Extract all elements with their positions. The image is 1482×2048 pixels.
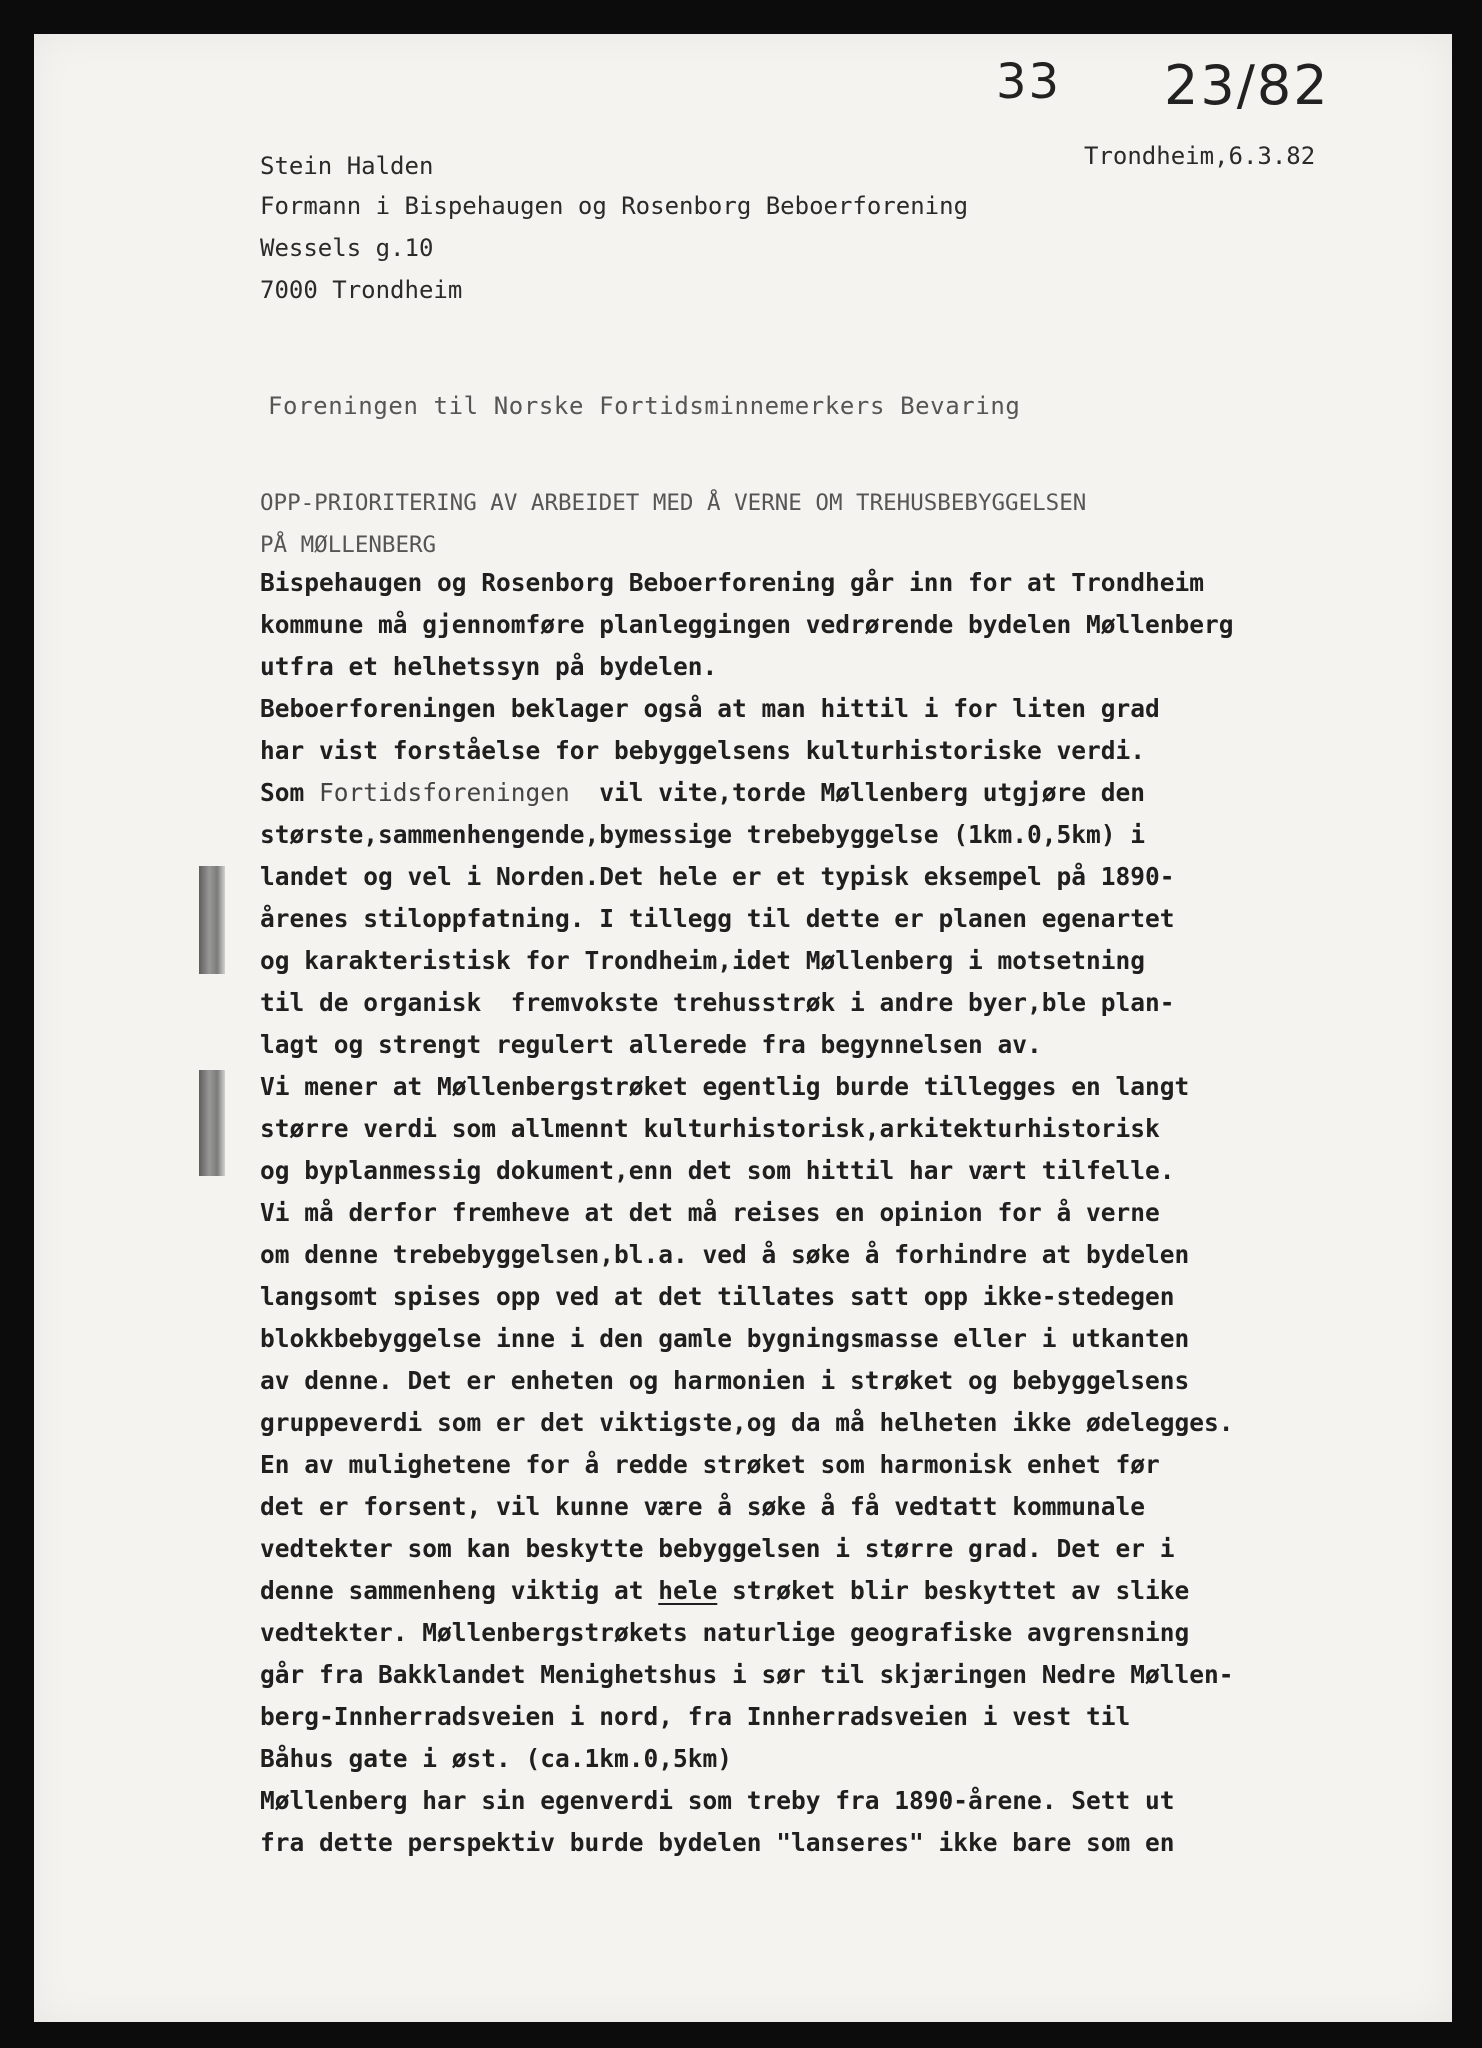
body-line: lagt og strengt regulert allerede fra begynnelsen av. — [260, 1030, 1042, 1059]
body-line: utfra et helhetssyn på bydelen. — [260, 652, 718, 681]
body-text: vil vite,torde Møllenberg utgjøre den — [569, 778, 1146, 807]
body-line: Vi må derfor fremheve at det må reises en opinion for å verne — [260, 1198, 1160, 1227]
body-text: denne sammenheng viktig at — [260, 1576, 659, 1605]
body-line: kommune må gjennomføre planleggingen vedrørende bydelen Møllenberg — [260, 610, 1234, 639]
body-line: Bispehaugen og Rosenborg Beboerforening går inn for at Trondheim — [260, 568, 1205, 597]
body-line: vedtekter som kan beskytte bebyggelsen i større grad. Det er i — [260, 1534, 1175, 1563]
body-line: og byplanmessig dokument,enn det som hittil har vært tilfelle. — [260, 1156, 1175, 1185]
body-line: vedtekter. Møllenbergstrøkets naturlige geografiske avgrensning — [260, 1618, 1190, 1647]
sender-title: Formann i Bispehaugen og Rosenborg Beboerforening — [260, 192, 969, 220]
body-text: strøket blir beskyttet av slike — [717, 1576, 1190, 1605]
recipient: Foreningen til Norske Fortidsminnemerkers Bevaring — [268, 392, 1021, 420]
body-line: til de organisk fremvokste trehusstrøk i andre byer,ble plan- — [260, 988, 1175, 1017]
body-line: årenes stiloppfatning. I tillegg til dette er planen egenartet — [260, 904, 1175, 933]
body-line: Vi mener at Møllenbergstrøket egentlig burde tillegges en langt — [260, 1072, 1190, 1101]
body-line: går fra Bakklandet Menighetshus i sør til skjæringen Nedre Møllen- — [260, 1660, 1234, 1689]
sender-city: 7000 Trondheim — [260, 276, 463, 304]
body-line: største,sammenhengende,bymessige trebebyggelse (1km.0,5km) i — [260, 820, 1146, 849]
body-line: landet og vel i Norden.Det hele er et typisk eksempel på 1890- — [260, 862, 1175, 891]
place-date: Trondheim,6.3.82 — [1084, 142, 1316, 170]
body-line: har vist forståelse for bebyggelsens kulturhistoriske verdi. — [260, 736, 1146, 765]
body-line: langsomt spises opp ved at det tillates satt opp ikke-stedegen — [260, 1282, 1175, 1311]
subject-line-2: PÅ MØLLENBERG — [260, 532, 437, 558]
body-line: og karakteristisk for Trondheim,idet Møllenberg i motsetning — [260, 946, 1146, 975]
body-line: fra dette perspektiv burde bydelen "lanseres" ikke bare som en — [260, 1828, 1175, 1857]
body-line: blokkbebyggelse inne i den gamle bygningsmasse eller i utkanten — [260, 1324, 1190, 1353]
body-line: En av mulighetene for å redde strøket som harmonisk enhet før — [260, 1450, 1160, 1479]
sender-name: Stein Halden — [260, 152, 434, 180]
sender-street: Wessels g.10 — [260, 234, 434, 262]
body-line: større verdi som allmennt kulturhistorisk,arkitekturhistorisk — [260, 1114, 1160, 1143]
body-line — [260, 778, 1145, 807]
letter-page — [34, 34, 1452, 2022]
body-line: Beboerforeningen beklager også at man hittil i for liten grad — [260, 694, 1160, 723]
margin-ink-mark — [199, 866, 225, 974]
handwritten-reference: 23/82 — [1164, 54, 1330, 117]
body-text: Som — [260, 778, 320, 807]
body-line: gruppeverdi som er det viktigste,og da må helheten ikke ødelegges. — [260, 1408, 1234, 1437]
body-line: det er forsent, vil kunne være å søke å få vedtatt kommunale — [260, 1492, 1146, 1521]
body-line: berg-Innherradsveien i nord, fra Innherradsveien i vest til — [260, 1702, 1131, 1731]
handwritten-number: 33 — [996, 54, 1062, 110]
margin-ink-mark — [199, 1070, 225, 1176]
body-line: av denne. Det er enheten og harmonien i strøket og bebyggelsens — [260, 1366, 1190, 1395]
body-line: Båhus gate i øst. (ca.1km.0,5km) — [260, 1744, 733, 1773]
underlined-word: hele — [658, 1576, 718, 1605]
body-text: Fortidsforeningen — [319, 778, 570, 807]
body-line: om denne trebebyggelsen,bl.a. ved å søke å forhindre at bydelen — [260, 1240, 1190, 1269]
body-line — [260, 1576, 1189, 1605]
subject-line-1: OPP-PRIORITERING AV ARBEIDET MED Å VERNE OM TREHUSBEBYGGELSEN — [260, 490, 1087, 516]
body-line: Møllenberg har sin egenverdi som treby fra 1890-årene. Sett ut — [260, 1786, 1175, 1815]
